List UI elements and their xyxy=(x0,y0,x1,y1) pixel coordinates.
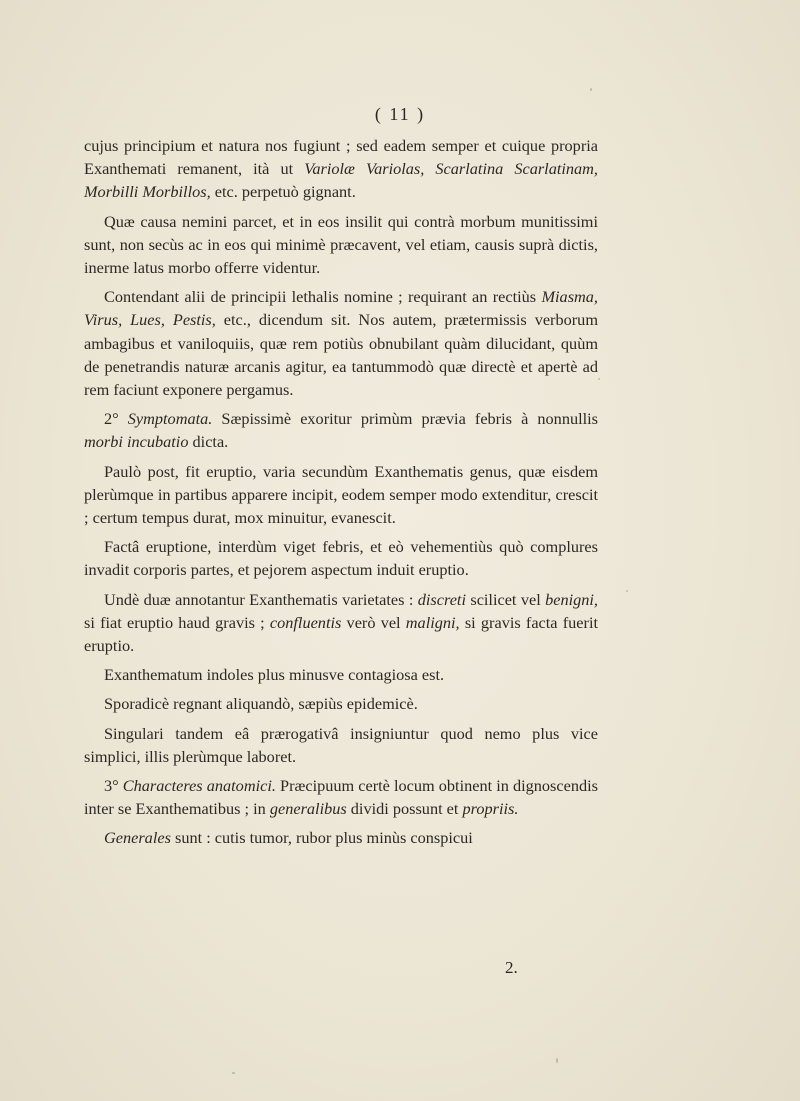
text-run: Factâ eruptione, interdùm viget febris, et eò vehementiùs quò complures invadit corporis partes, et pejorem aspectum induit eruptio. xyxy=(84,537,598,580)
italic-text: Variolæ Variolas, Scarlatina Scarlatinam, Morbilli Morbillos, xyxy=(84,159,598,202)
italic-text: Characteres anatomici. xyxy=(122,776,276,796)
text-run: si gravis facta fuerit eruptio. xyxy=(84,612,598,656)
text-run: Undè duæ annotantur Exanthematis varietates : xyxy=(104,589,418,609)
page-number: ( 11 ) xyxy=(374,104,426,124)
text-run: dividi possunt et xyxy=(346,799,463,819)
signature-mark: 2. xyxy=(505,958,518,977)
text-run: Singulari tandem eâ prærogativâ insigniuntur quod nemo plus vice simplici, illis plerùmque laboret. xyxy=(84,723,598,766)
text-run: Contendant alii de principii lethalis nomine ; requirant an rectiùs xyxy=(104,287,542,307)
text-run: 2° xyxy=(104,409,128,429)
text-run: etc. perpetuò gignant. xyxy=(210,182,356,202)
text-run: etc., dicendum sit. Nos autem, prætermissis verborum ambagibus et vaniloquiis, quæ rem potiùs obnubilant quàm dilucidant, quùm de penetrandis naturæ arcanis agitur, ea tantummodò quæ directè et apertè ad rem faciunt exponere pergamus. xyxy=(84,310,598,400)
italic-text: propriis. xyxy=(462,799,519,819)
italic-text: Miasma, Virus, Lues, Pestis, xyxy=(84,287,598,330)
paragraph xyxy=(84,285,598,401)
text-run: si fiat eruptio haud gravis ; xyxy=(84,612,270,632)
paragraph xyxy=(84,535,598,581)
paper-speck xyxy=(590,88,592,91)
text-run: Sæpissimè exoritur primùm prævia febris à nonnullis xyxy=(212,409,599,429)
paper-speck xyxy=(598,378,600,380)
text-run: Paulò post, fit eruptio, varia secundùm Exanthematis genus, quæ eisdem plerùmque in partibus apparere incipit, eodem semper modo extenditur, crescit ; certum tempus durat, mox minuitur, evanescit. xyxy=(84,461,598,528)
paragraph xyxy=(84,692,598,715)
body-text xyxy=(84,134,598,850)
paragraph xyxy=(84,460,598,530)
paragraph xyxy=(84,134,598,204)
italic-text: maligni, xyxy=(405,612,460,632)
text-run: Sporadicè regnant aliquandò, sæpiùs epidemicè. xyxy=(104,694,418,714)
paper-speck xyxy=(626,590,628,592)
paper-speck xyxy=(556,1058,558,1063)
text-run: Præcipuum certè locum obtinent in dignoscendis inter se Exanthematibus ; in xyxy=(84,776,598,819)
text-run: 3° xyxy=(104,776,123,796)
paragraph xyxy=(84,663,598,686)
italic-text: Generales xyxy=(104,828,171,848)
italic-text: generalibus xyxy=(269,799,347,819)
text-run: Exanthematum indoles plus minusve contagiosa est. xyxy=(104,665,445,685)
text-run: dicta. xyxy=(188,432,229,452)
text-run: sunt : cutis tumor, rubor plus minùs conspicui xyxy=(170,828,473,848)
text-run: cujus principium et natura nos fugiunt ; sed eadem semper et cuique propria Exanthemati remanent, ità ut xyxy=(84,136,598,179)
italic-text: Symptomata. xyxy=(127,409,213,429)
text-run: Quæ causa nemini parcet, et in eos insilit qui contrà morbum munitissimi sunt, non secùs ac in eos qui minimè præcavent, vel etiam, causis suprà dictis, inerme latus morbo offerre videntur. xyxy=(84,211,598,278)
paragraph xyxy=(84,826,598,849)
italic-text: morbi incubatio xyxy=(84,432,189,452)
paragraph xyxy=(84,774,598,820)
paragraph xyxy=(84,210,598,280)
paragraph xyxy=(84,407,598,453)
text-run: verò vel xyxy=(341,612,406,632)
paper-speck xyxy=(232,1072,235,1074)
italic-text: benigni, xyxy=(545,589,598,609)
paragraph xyxy=(84,588,598,658)
paragraph xyxy=(84,722,598,768)
text-run: scilicet vel xyxy=(465,589,546,609)
italic-text: confluentis xyxy=(269,612,342,632)
italic-text: discreti xyxy=(417,589,466,609)
